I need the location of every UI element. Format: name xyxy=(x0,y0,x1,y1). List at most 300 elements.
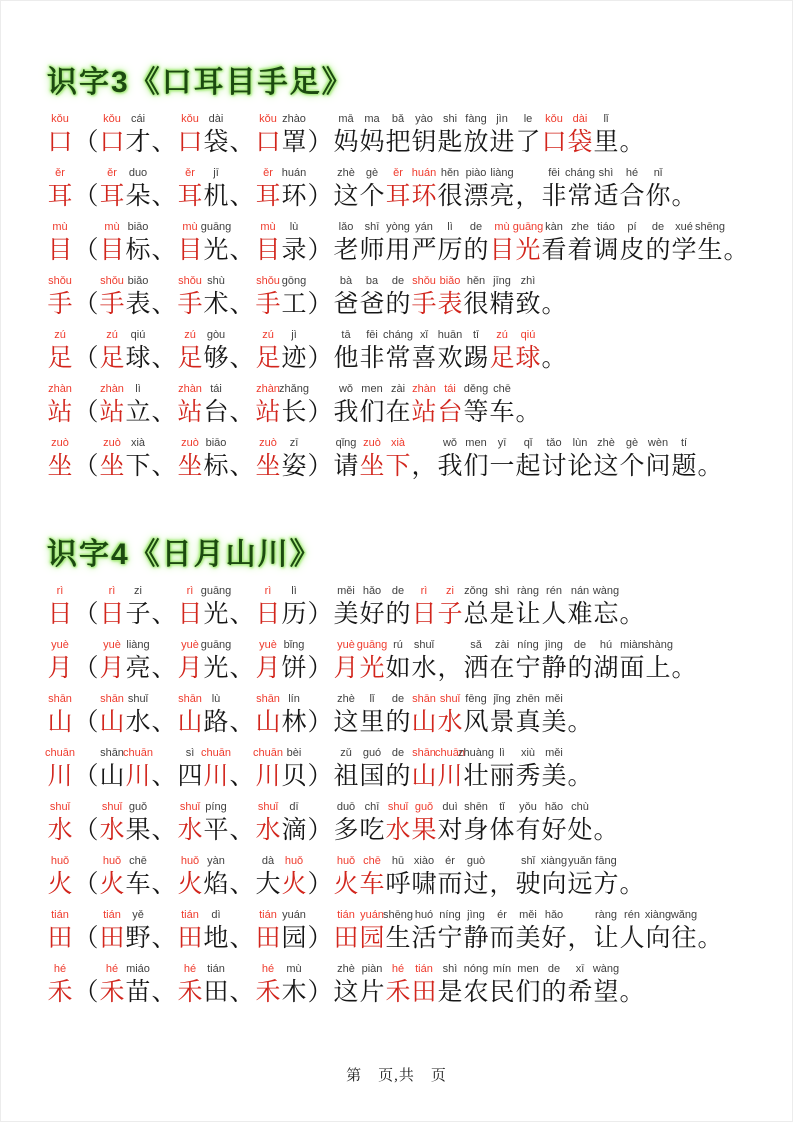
pinyin-label: shī xyxy=(364,221,380,233)
ruby-line xyxy=(47,437,774,483)
pinyin-label: liàng xyxy=(126,639,150,651)
hanzi-character: 水 xyxy=(437,709,463,736)
pinyin-label: yǒu xyxy=(519,801,537,813)
pinyin-label: guāng xyxy=(200,639,232,651)
ruby-line xyxy=(47,113,774,159)
pinyin-label: gòu xyxy=(206,329,226,341)
pinyin-label: měi xyxy=(545,693,563,705)
ruby-token xyxy=(515,329,541,375)
pinyin-label: shǒu xyxy=(178,275,202,287)
hanzi-character: 多 xyxy=(333,817,359,844)
pinyin-label: hé xyxy=(105,963,119,975)
pinyin-label: cháng xyxy=(383,329,413,341)
ruby-token xyxy=(177,221,203,267)
ruby-token xyxy=(645,167,671,213)
ruby-token xyxy=(229,963,255,1009)
hanzi-character: 老 xyxy=(333,237,359,264)
ruby-token xyxy=(515,167,541,213)
ruby-token xyxy=(619,963,645,1009)
ruby-token xyxy=(333,693,359,739)
ruby-token xyxy=(489,113,515,159)
hanzi-character: ） xyxy=(307,871,333,898)
hanzi-character: 常 xyxy=(385,345,411,372)
hanzi-character: 。 xyxy=(593,817,619,844)
ruby-token xyxy=(255,167,281,213)
ruby-token xyxy=(515,909,541,955)
pinyin-label: xiàng xyxy=(644,909,672,921)
ruby-token xyxy=(255,909,281,955)
hanzi-character: 历 xyxy=(281,601,307,628)
ruby-line xyxy=(47,221,774,267)
ruby-token xyxy=(541,275,567,321)
hanzi-character: 果 xyxy=(125,817,151,844)
pinyin-label: tǐ xyxy=(499,801,505,813)
hanzi-character: 、 xyxy=(229,183,255,210)
hanzi-character: 表 xyxy=(125,291,151,318)
hanzi-character: 个 xyxy=(359,183,385,210)
pinyin-label: zú xyxy=(184,329,196,341)
ruby-token xyxy=(359,855,385,901)
ruby-token xyxy=(203,963,229,1009)
pinyin-label: rì xyxy=(420,585,428,597)
hanzi-character: 等 xyxy=(463,399,489,426)
ruby-token xyxy=(73,693,99,739)
section-rows xyxy=(47,113,774,483)
pinyin-label: tián xyxy=(207,963,225,975)
pinyin-label: fēng xyxy=(465,693,487,705)
ruby-token xyxy=(151,909,177,955)
ruby-token xyxy=(307,167,333,213)
pinyin-label: zhàn xyxy=(178,383,202,395)
hanzi-character: 足 xyxy=(99,345,125,372)
hanzi-character: 田 xyxy=(411,979,437,1006)
hanzi-character: 川 xyxy=(255,763,281,790)
hanzi-character: 田 xyxy=(333,925,359,952)
hanzi-character: 请 xyxy=(333,453,359,480)
hanzi-character: 站 xyxy=(255,399,281,426)
hanzi-character: 口 xyxy=(177,129,203,156)
hanzi-character: 禾 xyxy=(177,979,203,1006)
ruby-token xyxy=(489,801,515,847)
hanzi-character: 美 xyxy=(541,763,567,790)
ruby-token xyxy=(385,693,411,739)
ruby-token xyxy=(99,909,125,955)
pinyin-label: tián xyxy=(181,909,199,921)
ruby-token xyxy=(229,329,255,375)
pinyin-label: biāo xyxy=(205,437,227,449)
pinyin-label: zhe xyxy=(571,221,589,233)
hanzi-character: 的 xyxy=(385,763,411,790)
target-character xyxy=(47,383,73,429)
hanzi-character: ， xyxy=(567,925,593,952)
pinyin-label: yuè xyxy=(337,639,355,651)
ruby-token xyxy=(593,113,619,159)
ruby-token xyxy=(619,167,645,213)
ruby-token xyxy=(281,221,307,267)
pinyin-label: shān xyxy=(412,747,436,759)
ruby-token xyxy=(671,909,697,955)
ruby-token xyxy=(333,585,359,631)
hanzi-character: 山 xyxy=(177,709,203,736)
ruby-token xyxy=(99,639,125,685)
pinyin-label: guǒ xyxy=(414,801,434,813)
ruby-token xyxy=(359,437,385,483)
hanzi-character: 术 xyxy=(203,291,229,318)
hanzi-character: ， xyxy=(515,183,541,210)
hanzi-character: （ xyxy=(73,291,99,318)
pinyin-label: lǎo xyxy=(338,221,354,233)
ruby-token xyxy=(671,221,697,267)
pinyin-label: cháng xyxy=(565,167,595,179)
hanzi-character: 标 xyxy=(203,453,229,480)
hanzi-character: ） xyxy=(307,237,333,264)
hanzi-character: 身 xyxy=(463,817,489,844)
ruby-token xyxy=(125,963,151,1009)
section-shizi-3 xyxy=(47,57,774,483)
hanzi-character: 面 xyxy=(619,655,645,682)
hanzi-character: 禾 xyxy=(255,979,281,1006)
ruby-token xyxy=(463,437,489,483)
ruby-token xyxy=(411,437,437,483)
pinyin-label: níng xyxy=(517,639,539,651)
hanzi-character: 驶 xyxy=(515,871,541,898)
pinyin-label: cái xyxy=(130,113,146,125)
pinyin-label: zhào xyxy=(282,113,306,125)
hanzi-character: 很 xyxy=(437,183,463,210)
ruby-token xyxy=(593,909,619,955)
pinyin-label: huǒ xyxy=(284,855,304,867)
ruby-token xyxy=(229,383,255,429)
ruby-token xyxy=(463,275,489,321)
ruby-token xyxy=(281,801,307,847)
hanzi-character: 、 xyxy=(151,601,177,628)
pinyin-label: guāng xyxy=(200,585,232,597)
ruby-token xyxy=(541,329,567,375)
pinyin-label: zī xyxy=(289,437,299,449)
pinyin-label: hěn xyxy=(440,167,460,179)
hanzi-character: 木 xyxy=(281,979,307,1006)
pinyin-label: guāng xyxy=(356,639,388,651)
pinyin-label: shǒu xyxy=(256,275,280,287)
ruby-token xyxy=(333,963,359,1009)
target-character xyxy=(47,855,73,901)
hanzi-character: 果 xyxy=(411,817,437,844)
pinyin-label: de xyxy=(391,585,405,597)
hanzi-character: ） xyxy=(307,979,333,1006)
pinyin-label: zhè xyxy=(597,437,615,449)
hanzi-character: 。 xyxy=(619,871,645,898)
hanzi-character: 目 xyxy=(489,237,515,264)
hanzi-character: 爸 xyxy=(359,291,385,318)
pinyin-label: duo xyxy=(128,167,148,179)
hanzi-character: 漂 xyxy=(463,183,489,210)
ruby-token xyxy=(489,855,515,901)
hanzi-character: ） xyxy=(307,183,333,210)
pinyin-label: měi xyxy=(519,909,537,921)
pinyin-label: píng xyxy=(205,801,227,813)
pinyin-label: shān xyxy=(48,693,72,705)
ruby-token xyxy=(489,221,515,267)
hanzi-character: 让 xyxy=(593,925,619,952)
hanzi-character: 、 xyxy=(151,709,177,736)
pinyin-label: chuān xyxy=(201,747,231,759)
hanzi-character: 合 xyxy=(619,183,645,210)
hanzi-character: 用 xyxy=(385,237,411,264)
ruby-token xyxy=(99,855,125,901)
hanzi-character: 车 xyxy=(359,871,385,898)
pinyin-label: shuǐ xyxy=(49,801,71,813)
pinyin-label: tái xyxy=(210,383,222,395)
ruby-token xyxy=(541,747,567,793)
pinyin-label: chuān xyxy=(435,747,465,759)
hanzi-character: 往 xyxy=(671,925,697,952)
hanzi-character: 问 xyxy=(645,453,671,480)
ruby-line xyxy=(47,585,774,631)
ruby-token xyxy=(619,639,645,685)
hanzi-character: 妈 xyxy=(359,129,385,156)
pinyin-label: zú xyxy=(54,329,66,341)
ruby-token xyxy=(151,113,177,159)
pinyin-label: nán xyxy=(570,585,590,597)
ruby-token xyxy=(437,801,463,847)
ruby-token xyxy=(385,963,411,1009)
ruby-token xyxy=(437,963,463,1009)
pinyin-label: bèi xyxy=(286,747,302,759)
target-character xyxy=(47,747,73,793)
pinyin-label: hǎo xyxy=(544,801,564,813)
pinyin-label: zhǎng xyxy=(279,383,309,395)
hanzi-character: 、 xyxy=(151,399,177,426)
ruby-token xyxy=(411,747,437,793)
hanzi-character: 讨 xyxy=(541,453,567,480)
pinyin-label: zài xyxy=(390,383,406,395)
pinyin-label: guò xyxy=(466,855,486,867)
hanzi-character: 宁 xyxy=(437,925,463,952)
ruby-token xyxy=(177,383,203,429)
hanzi-character: 川 xyxy=(203,763,229,790)
hanzi-character: 风 xyxy=(463,709,489,736)
hanzi-character: 的 xyxy=(567,655,593,682)
hanzi-character: 、 xyxy=(229,399,255,426)
hanzi-character: ） xyxy=(307,925,333,952)
ruby-token xyxy=(567,855,593,901)
ruby-token xyxy=(567,437,593,483)
hanzi-character: 远 xyxy=(567,871,593,898)
hanzi-character: 禾 xyxy=(99,979,125,1006)
pinyin-label: tǎo xyxy=(546,437,562,449)
ruby-token xyxy=(151,329,177,375)
pinyin-label: chē xyxy=(493,383,511,395)
ruby-token xyxy=(307,437,333,483)
hanzi-character: 。 xyxy=(671,655,697,682)
hanzi-character: 足 xyxy=(47,345,73,372)
hanzi-character: 、 xyxy=(151,237,177,264)
hanzi-character: 了 xyxy=(515,129,541,156)
pinyin-label: zuò xyxy=(51,437,69,449)
hanzi-character: 山 xyxy=(99,709,125,736)
hanzi-character: 四 xyxy=(177,763,203,790)
ruby-token xyxy=(177,963,203,1009)
pinyin-label: rén xyxy=(624,909,640,921)
ruby-token xyxy=(177,167,203,213)
ruby-token xyxy=(567,113,593,159)
hanzi-character: 如 xyxy=(385,655,411,682)
ruby-token xyxy=(541,113,567,159)
ruby-token xyxy=(437,383,463,429)
hanzi-character: 下 xyxy=(125,453,151,480)
pinyin-label: huān xyxy=(437,329,463,341)
ruby-token xyxy=(151,693,177,739)
ruby-token xyxy=(229,275,255,321)
ruby-token xyxy=(281,855,307,901)
hanzi-character: 。 xyxy=(541,291,567,318)
ruby-token xyxy=(593,801,619,847)
ruby-token xyxy=(457,747,495,793)
pinyin-label: duō xyxy=(336,801,356,813)
ruby-token xyxy=(489,275,515,321)
ruby-token xyxy=(515,801,541,847)
hanzi-character: 让 xyxy=(515,601,541,628)
hanzi-character: 山 xyxy=(99,763,125,790)
pinyin-label: yán xyxy=(415,221,433,233)
hanzi-character: ） xyxy=(307,291,333,318)
pinyin-label: gè xyxy=(625,437,639,449)
pinyin-label: yī xyxy=(497,437,507,449)
pinyin-label: huán xyxy=(281,167,307,179)
pinyin-label: lì xyxy=(499,747,505,759)
pinyin-label: jìn xyxy=(496,113,508,125)
ruby-token xyxy=(177,909,203,955)
ruby-token xyxy=(99,801,125,847)
hanzi-character: 水 xyxy=(411,655,437,682)
hanzi-character: 日 xyxy=(177,601,203,628)
hanzi-character: 火 xyxy=(333,871,359,898)
pinyin-label: fēi xyxy=(548,167,560,179)
ruby-token xyxy=(333,275,359,321)
pinyin-label: shuǐ xyxy=(413,639,435,651)
pinyin-label: zhè xyxy=(337,693,355,705)
hanzi-character: 方 xyxy=(593,871,619,898)
pinyin-label: rì xyxy=(56,585,64,597)
pinyin-label: yuè xyxy=(103,639,121,651)
hanzi-character: ） xyxy=(307,655,333,682)
hanzi-character: 坐 xyxy=(255,453,281,480)
ruby-token xyxy=(489,167,515,213)
hanzi-character: （ xyxy=(73,601,99,628)
pinyin-label: guāng xyxy=(512,221,544,233)
hanzi-character: 亮 xyxy=(125,655,151,682)
ruby-token xyxy=(385,167,411,213)
hanzi-character: 目 xyxy=(47,237,73,264)
hanzi-character: （ xyxy=(73,345,99,372)
hanzi-character: 向 xyxy=(645,925,671,952)
pinyin-label: qǐ xyxy=(523,437,533,449)
hanzi-character: ， xyxy=(489,871,515,898)
ruby-token xyxy=(437,585,463,631)
pinyin-label: de xyxy=(651,221,665,233)
hanzi-character: 大 xyxy=(255,871,281,898)
pinyin-label: shù xyxy=(207,275,225,287)
hanzi-character: 我 xyxy=(437,453,463,480)
ruby-token xyxy=(671,167,697,213)
hanzi-character: （ xyxy=(73,925,99,952)
pinyin-label: tī xyxy=(472,329,480,341)
hanzi-character: 厉 xyxy=(437,237,463,264)
ruby-token xyxy=(437,275,463,321)
pinyin-label: shuǐ xyxy=(387,801,409,813)
hanzi-character: 。 xyxy=(619,601,645,628)
hanzi-character: 的 xyxy=(385,291,411,318)
pinyin-label: biāo xyxy=(127,221,149,233)
ruby-token xyxy=(99,747,125,793)
ruby-token xyxy=(307,747,333,793)
hanzi-character: 适 xyxy=(593,183,619,210)
pinyin-label: měi xyxy=(337,585,355,597)
hanzi-character: 坐 xyxy=(99,453,125,480)
hanzi-character: 月 xyxy=(255,655,281,682)
ruby-token xyxy=(463,167,489,213)
hanzi-character: 罩 xyxy=(281,129,307,156)
hanzi-character: 上 xyxy=(645,655,671,682)
hanzi-character: 片 xyxy=(359,979,385,1006)
hanzi-character: 湖 xyxy=(593,655,619,682)
section-title: 识字3《口耳目手足》 xyxy=(47,66,354,99)
ruby-token xyxy=(177,437,203,483)
ruby-token xyxy=(411,221,437,267)
ruby-token xyxy=(125,275,151,321)
ruby-token xyxy=(255,329,281,375)
pinyin-label: lù xyxy=(211,693,221,705)
pinyin-label: yuǎn xyxy=(568,855,592,867)
ruby-token xyxy=(567,909,593,955)
hanzi-character: 目 xyxy=(255,237,281,264)
hanzi-character: 、 xyxy=(151,763,177,790)
ruby-token xyxy=(619,221,645,267)
pinyin-label: chuān xyxy=(253,747,283,759)
hanzi-character: 火 xyxy=(99,871,125,898)
ruby-token xyxy=(73,801,99,847)
hanzi-character: 匙 xyxy=(437,129,463,156)
pinyin-label: lì xyxy=(135,383,141,395)
pinyin-label: duì xyxy=(442,801,458,813)
pinyin-label: hǎo xyxy=(362,585,382,597)
hanzi-character: 足 xyxy=(177,345,203,372)
ruby-token xyxy=(307,963,333,1009)
pinyin-label: hé xyxy=(261,963,275,975)
pinyin-label: zhàn xyxy=(412,383,436,395)
hanzi-character: 生 xyxy=(697,237,723,264)
hanzi-character: 、 xyxy=(229,291,255,318)
hanzi-character: 足 xyxy=(255,345,281,372)
ruby-token xyxy=(489,329,515,375)
ruby-token xyxy=(567,221,593,267)
hanzi-character: 月 xyxy=(333,655,359,682)
hanzi-character: 看 xyxy=(541,237,567,264)
pinyin-label: ma xyxy=(364,113,380,125)
pinyin-label: yuè xyxy=(259,639,277,651)
ruby-token xyxy=(333,167,359,213)
hanzi-character: 而 xyxy=(489,925,515,952)
hanzi-character: 这 xyxy=(593,453,619,480)
hanzi-character: 爸 xyxy=(333,291,359,318)
ruby-token xyxy=(255,275,281,321)
ruby-token xyxy=(515,113,541,159)
hanzi-character: 手 xyxy=(255,291,281,318)
pinyin-label: mù xyxy=(494,221,510,233)
ruby-token xyxy=(411,963,437,1009)
ruby-token xyxy=(463,855,489,901)
hanzi-character: 农 xyxy=(463,979,489,1006)
